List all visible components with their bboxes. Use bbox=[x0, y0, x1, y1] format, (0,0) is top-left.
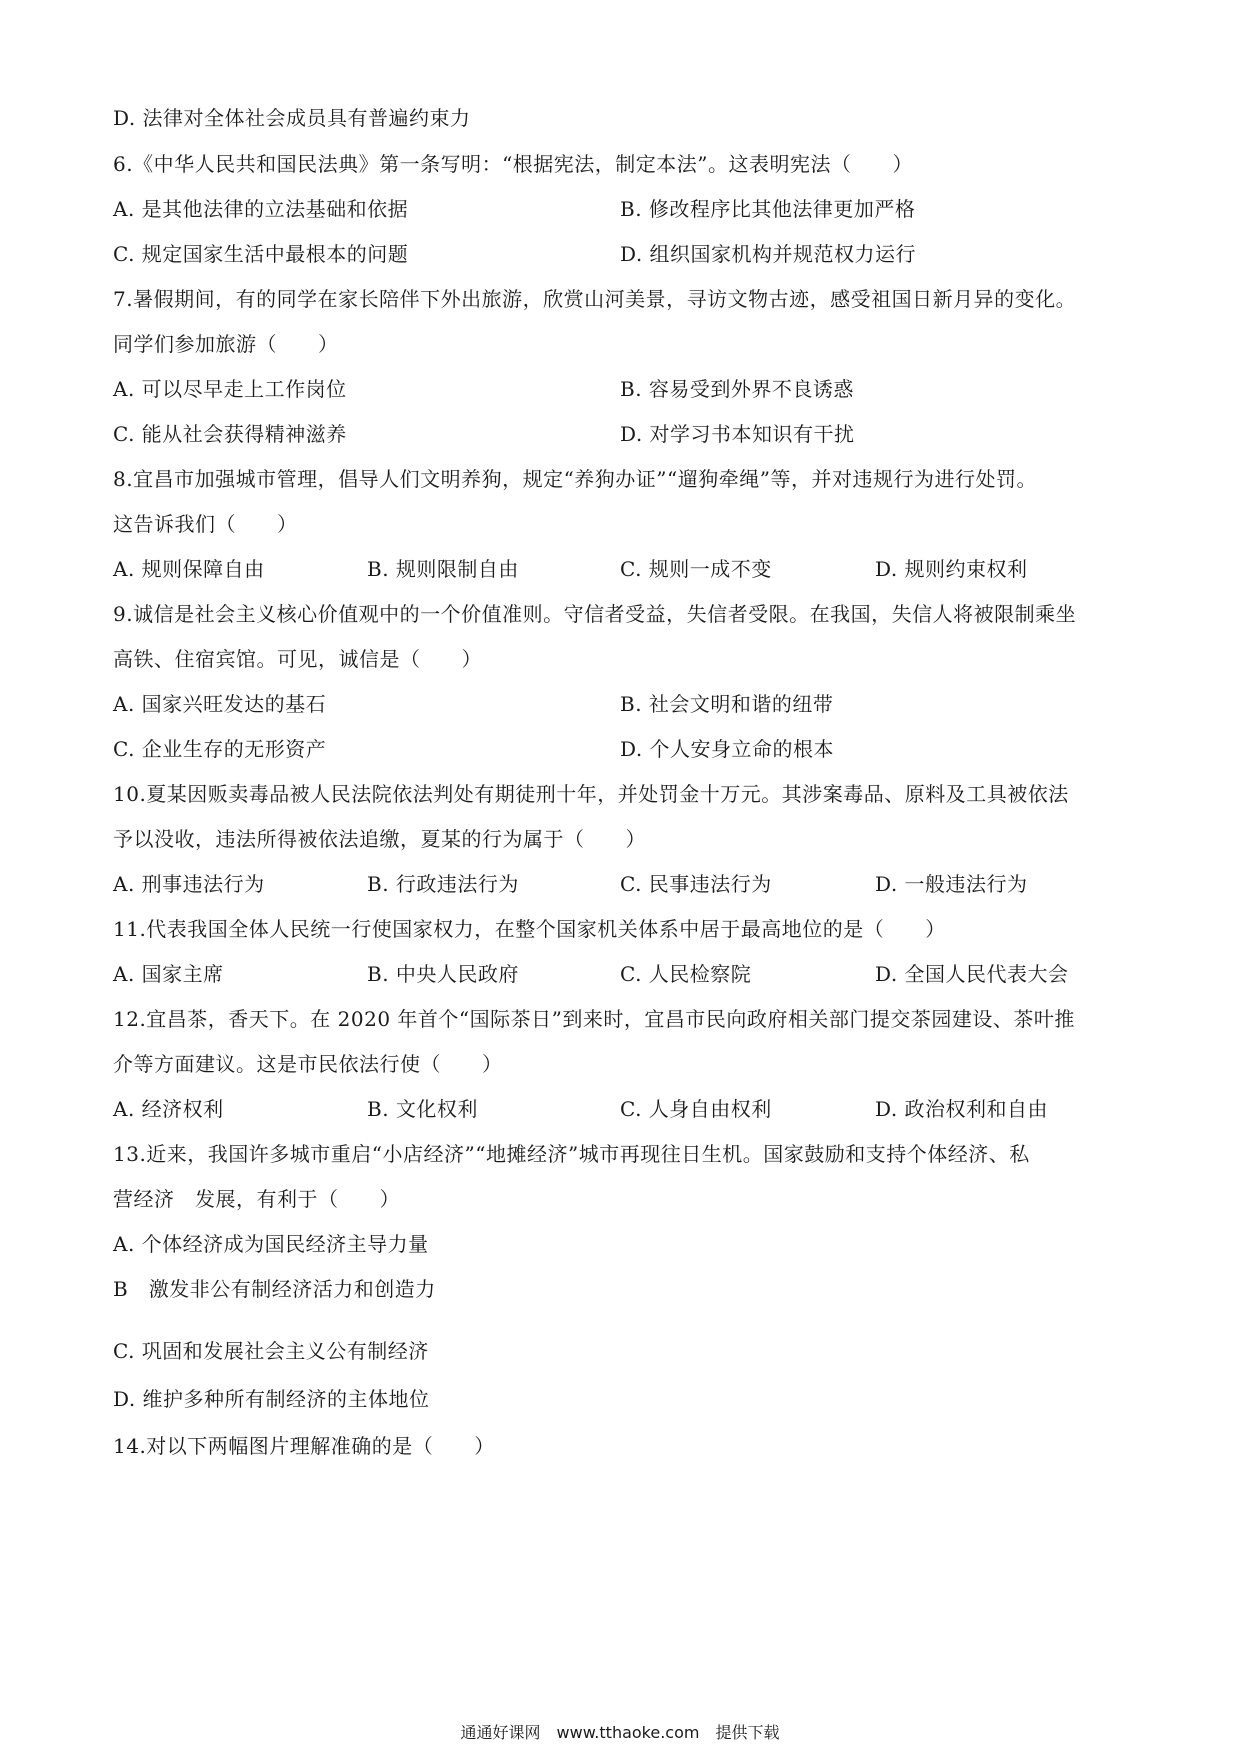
q6-option-c: C. 规定国家生活中最根本的问题 bbox=[113, 242, 409, 266]
question-14: 14.对以下两幅图片理解准确的是（ ） bbox=[113, 1434, 495, 1458]
q6-option-b: B. 修改程序比其他法律更加严格 bbox=[620, 197, 916, 221]
question-13-line1: 13.近来，我国许多城市重启“小店经济”“地摊经济”城市再现往日生机。国家鼓励和支持个体经济、私 bbox=[113, 1142, 1030, 1166]
question-11: 11.代表我国全体人民统一行使国家权力，在整个国家机关体系中居于最高地位的是（ ） bbox=[113, 917, 946, 941]
question-13-line2: 营经济 发展，有利于（ ） bbox=[113, 1187, 400, 1211]
question-9-line2: 高铁、住宿宾馆。可见，诚信是（ ） bbox=[113, 647, 482, 671]
q7-option-d: D. 对学习书本知识有干扰 bbox=[620, 422, 855, 446]
q12-option-a: A. 经济权利 bbox=[113, 1097, 224, 1121]
question-10-line1: 10.夏某因贩卖毒品被人民法院依法判处有期徒刑十年，并处罚金十万元。其涉案毒品、原料及工具被依法 bbox=[113, 782, 1069, 806]
q8-option-c: C. 规则一成不变 bbox=[620, 557, 772, 581]
q9-option-a: A. 国家兴旺发达的基石 bbox=[113, 692, 327, 716]
q8-option-a: A. 规则保障自由 bbox=[113, 557, 265, 581]
q7-option-b: B. 容易受到外界不良诱惑 bbox=[620, 377, 854, 401]
q11-option-a: A. 国家主席 bbox=[113, 962, 224, 986]
q13-option-b: B 激发非公有制经济活力和创造力 bbox=[113, 1277, 436, 1301]
q12-option-d: D. 政治权利和自由 bbox=[875, 1097, 1049, 1121]
q9-option-d: D. 个人安身立命的根本 bbox=[620, 737, 835, 761]
question-7-line1: 7.暑假期间，有的同学在家长陪伴下外出旅游，欣赏山河美景，寻访文物古迹，感受祖国日新月异的变化。 bbox=[113, 287, 1077, 311]
q9-option-b: B. 社会文明和谐的纽带 bbox=[620, 692, 834, 716]
q12-option-b: B. 文化权利 bbox=[367, 1097, 478, 1121]
q10-option-a: A. 刑事违法行为 bbox=[113, 872, 265, 896]
q10-option-c: C. 民事违法行为 bbox=[620, 872, 772, 896]
q11-option-c: C. 人民检察院 bbox=[620, 962, 752, 986]
q6-option-a: A. 是其他法律的立法基础和依据 bbox=[113, 197, 409, 221]
q9-option-c: C. 企业生存的无形资产 bbox=[113, 737, 327, 761]
q7-option-c: C. 能从社会获得精神滋养 bbox=[113, 422, 347, 446]
q6-option-d: D. 组织国家机构并规范权力运行 bbox=[620, 242, 917, 266]
question-8-line1: 8.宜昌市加强城市管理，倡导人们文明养狗，规定“养狗办证”“遛狗牵绳”等，并对违规行为进行处罚。 bbox=[113, 467, 1037, 491]
q12-option-c: C. 人身自由权利 bbox=[620, 1097, 772, 1121]
q8-option-d: D. 规则约束权利 bbox=[875, 557, 1028, 581]
question-7-line2: 同学们参加旅游（ ） bbox=[113, 332, 339, 356]
question-12-line1: 12.宜昌茶，香天下。在 2020 年首个“国际茶日”到来时，宜昌市民向政府相关部门提交茶园建设、茶叶推 bbox=[113, 1007, 1075, 1031]
question-8-line2: 这告诉我们（ ） bbox=[113, 512, 298, 536]
q13-option-c: C. 巩固和发展社会主义公有制经济 bbox=[113, 1339, 429, 1363]
question-10-line2: 予以没收，违法所得被依法追缴，夏某的行为属于（ ） bbox=[113, 827, 646, 851]
question-6: 6.《中华人民共和国民法典》第一条写明：“根据宪法，制定本法”。这表明宪法（ ） bbox=[113, 152, 914, 176]
q11-option-d: D. 全国人民代表大会 bbox=[875, 962, 1069, 986]
question-9-line1: 9.诚信是社会主义核心价值观中的一个价值准则。守信者受益，失信者受限。在我国，失信人将被限制乘坐 bbox=[113, 602, 1077, 626]
page-footer: 通通好课网 www.tthaoke.com 提供下载 bbox=[460, 1723, 780, 1742]
q10-option-b: B. 行政违法行为 bbox=[367, 872, 519, 896]
q7-option-a: A. 可以尽早走上工作岗位 bbox=[113, 377, 347, 401]
q5-option-d: D. 法律对全体社会成员具有普遍约束力 bbox=[113, 106, 471, 130]
q11-option-b: B. 中央人民政府 bbox=[367, 962, 519, 986]
q10-option-d: D. 一般违法行为 bbox=[875, 872, 1028, 896]
q13-option-a: A. 个体经济成为国民经济主导力量 bbox=[113, 1232, 429, 1256]
q13-option-d: D. 维护多种所有制经济的主体地位 bbox=[113, 1387, 430, 1411]
q8-option-b: B. 规则限制自由 bbox=[367, 557, 519, 581]
question-12-line2: 介等方面建议。这是市民依法行使（ ） bbox=[113, 1052, 503, 1076]
